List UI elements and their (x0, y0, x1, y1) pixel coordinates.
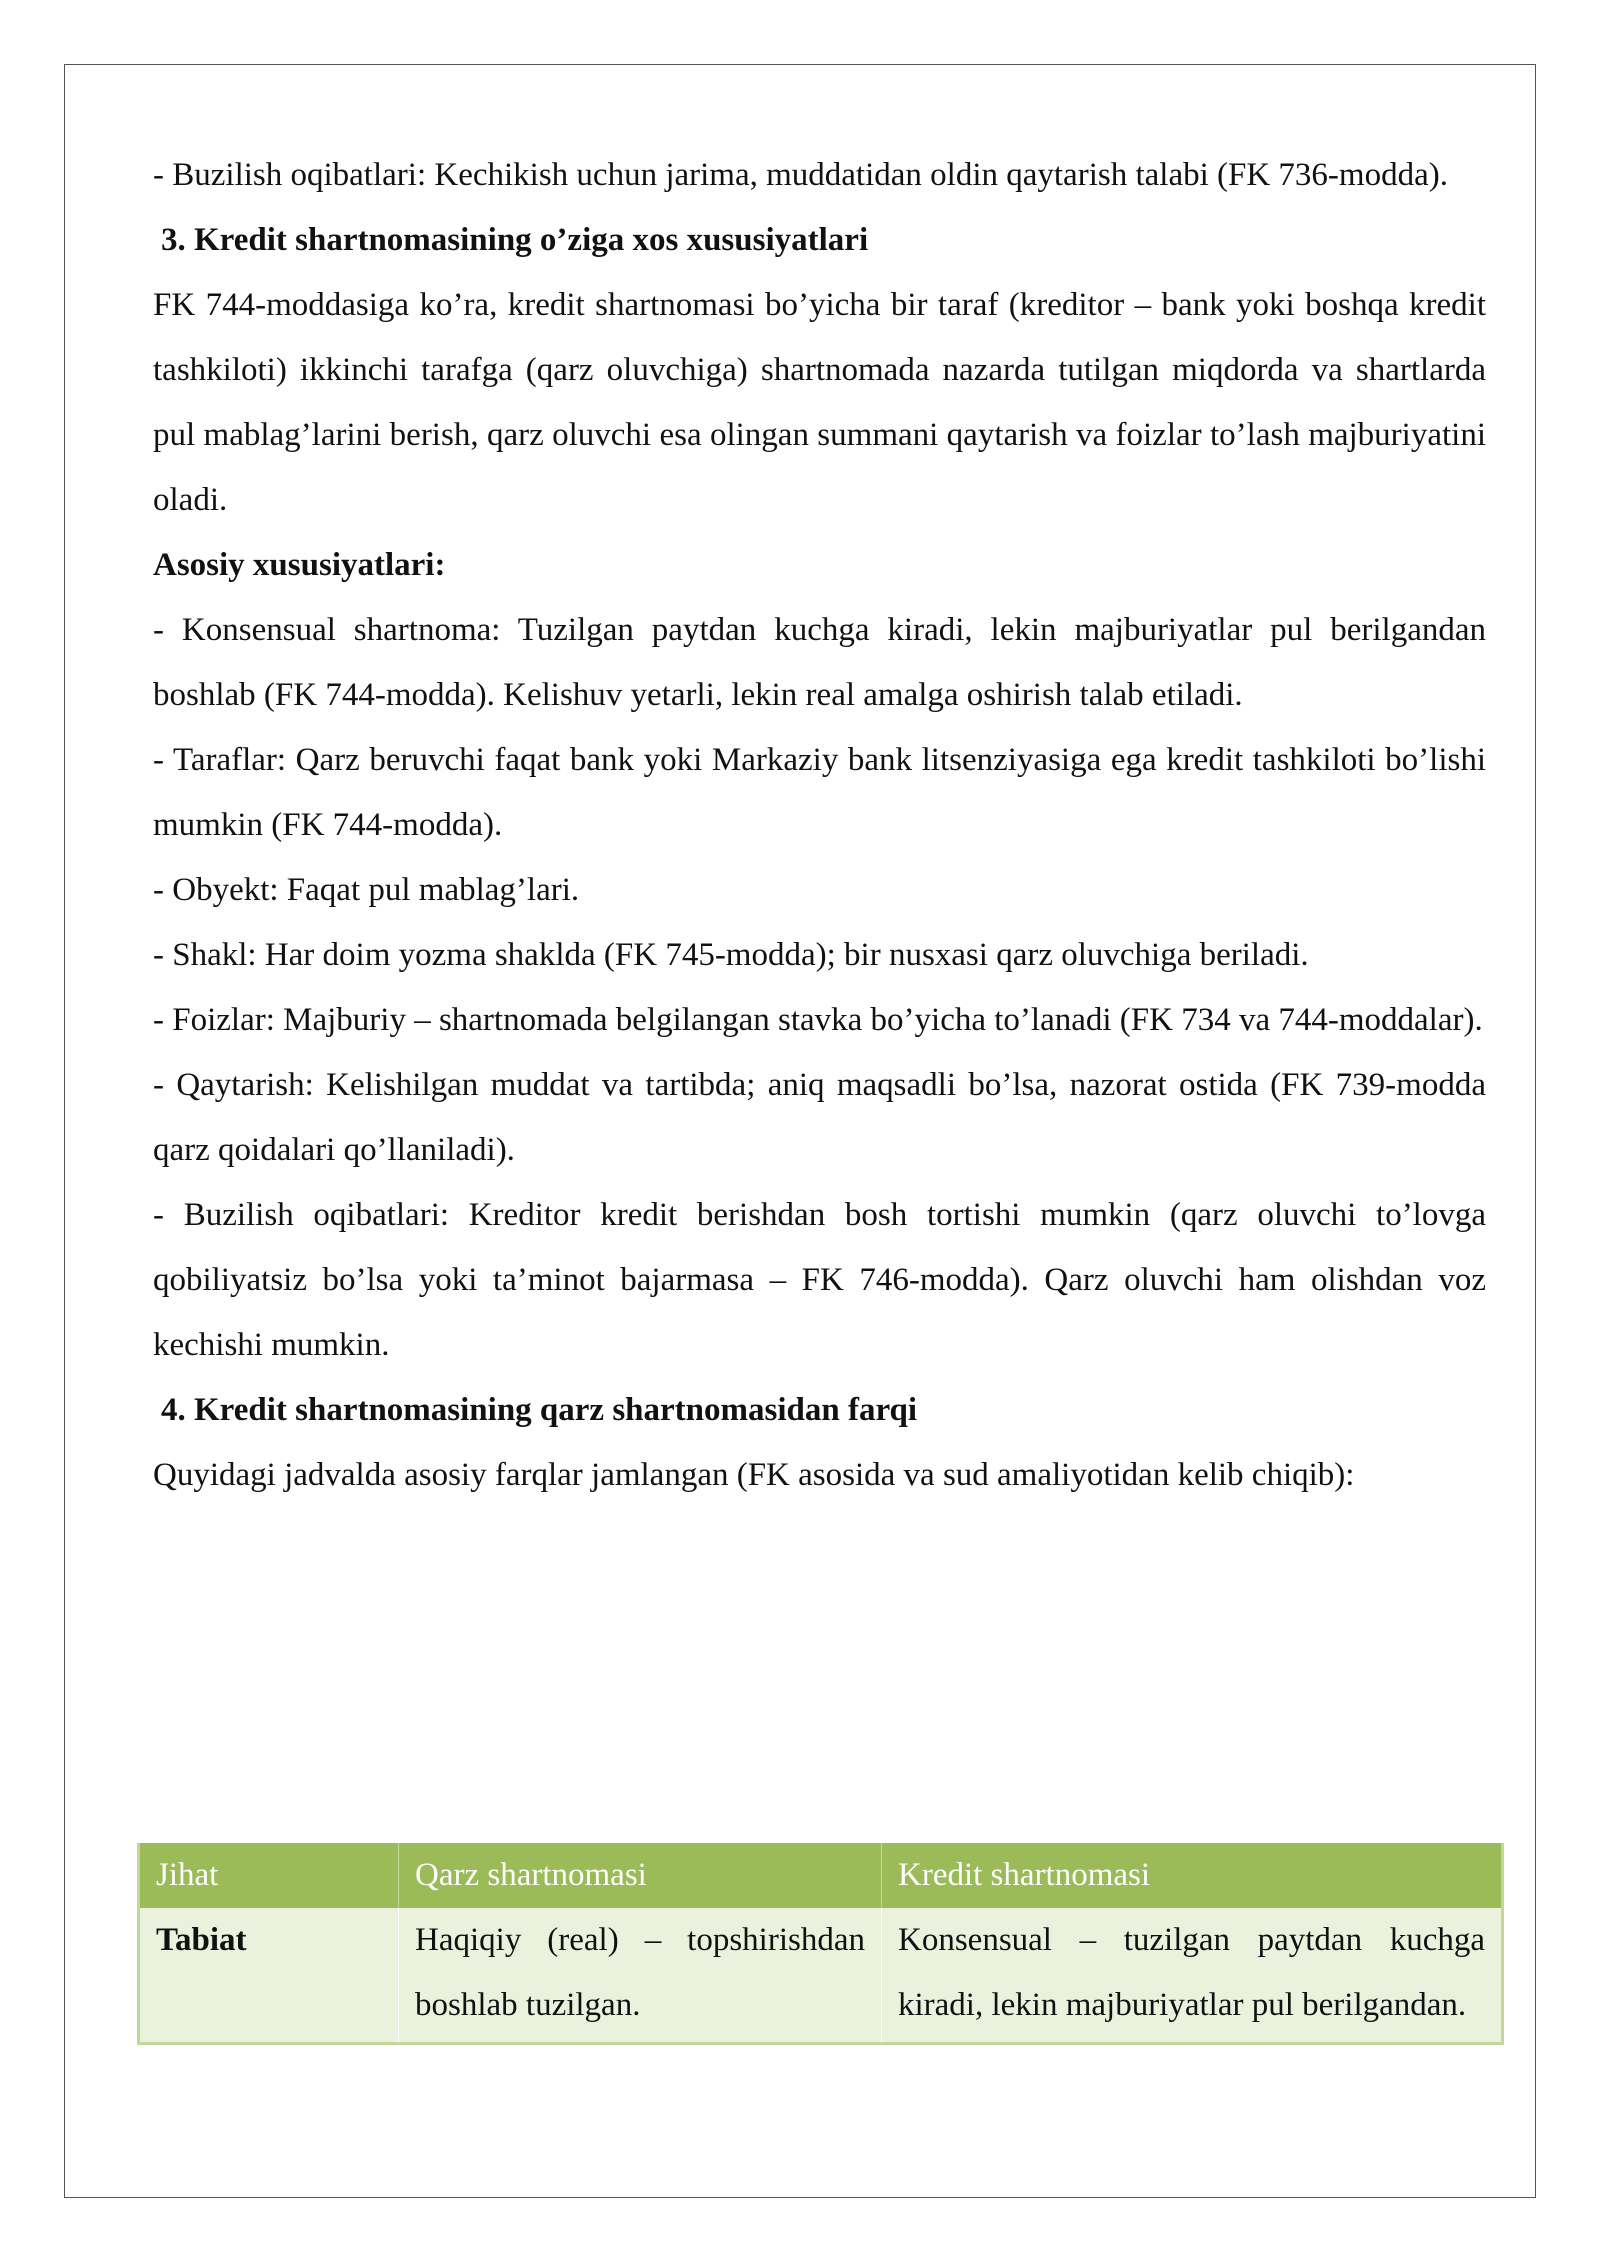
paragraph-buzilish-oqibatlari-2: - Buzilish oqibatlari: Kreditor kredit berishdan bosh tortishi mumkin (qarz oluvchi to’lovga qobiliyatsiz bo’lsa yoki ta’minot bajarmasa – FK 746-modda). Qarz oluvchi ham olishdan voz kechishi mumkin. (153, 1197, 1486, 1363)
table-header-jihat: Jihat (139, 1843, 399, 1908)
table-header-qarz: Qarz shartnomasi (399, 1843, 882, 1908)
paragraph-buzilish-oqibatlari-1: - Buzilish oqibatlari: Kechikish uchun jarima, muddatidan oldin qaytarish talabi (FK 736-modda). (153, 157, 1448, 193)
table-row (139, 1908, 1503, 2044)
paragraph-taraflar: - Taraflar: Qarz beruvchi faqat bank yoki Markaziy bank litsenziyasiga ega kredit tashkiloti bo’lishi mumkin (FK 744-modda). (153, 742, 1486, 843)
paragraph-table-intro: Quyidagi jadvalda asosiy farqlar jamlangan (FK asosida va sud amaliyotidan kelib chiqib): (153, 1457, 1355, 1493)
section-heading-3: 3. Kredit shartnomasining o’ziga xos xususiyatlari (161, 222, 869, 258)
paragraph-shakl: - Shakl: Har doim yozma shaklda (FK 745-modda); bir nusxasi qarz oluvchiga beriladi. (153, 937, 1309, 973)
table-header-row (139, 1843, 1503, 1908)
table-header-kredit: Kredit shartnomasi (882, 1843, 1503, 1908)
paragraph-qaytarish: - Qaytarish: Kelishilgan muddat va tartibda; aniq maqsadli bo’lsa, nazorat ostida (FK 739-modda qarz qoidalari qo’llaniladi). (153, 1067, 1486, 1168)
table-cell: Haqiqiy (real) – topshirishdan boshlab tuzilgan. (399, 1908, 882, 2044)
subheading-asosiy-xususiyatlari: Asosiy xususiyatlari: (153, 547, 446, 583)
comparison-table (137, 1843, 1504, 2045)
paragraph-obyekt: - Obyekt: Faqat pul mablag’lari. (153, 872, 580, 908)
paragraph-foizlar: - Foizlar: Majburiy – shartnomada belgilangan stavka bo’yicha to’lanadi (FK 734 va 744-moddalar). (153, 1002, 1483, 1038)
document-body (153, 143, 1486, 1508)
table-cell: Konsensual – tuzilgan paytdan kuchga kiradi, lekin majburiyatlar pul berilgandan. (882, 1908, 1503, 2044)
table-cell: Tabiat (139, 1908, 399, 2044)
paragraph-definition: FK 744-moddasiga ko’ra, kredit shartnomasi bo’yicha bir taraf (kreditor – bank yoki boshqa kredit tashkiloti) ikkinchi tarafga (qarz oluvchiga) shartnomada nazarda tutilgan miqdorda va shartlarda pul mablag’larini berish, qarz oluvchi esa olingan summani qaytarish va foizlar to’lash majburiyatini oladi. (153, 287, 1486, 518)
paragraph-konsensual: - Konsensual shartnoma: Tuzilgan paytdan kuchga kiradi, lekin majburiyatlar pul berilgandan boshlab (FK 744-modda). Kelishuv yetarli, lekin real amalga oshirish talab etiladi. (153, 612, 1486, 713)
section-heading-4: 4. Kredit shartnomasining qarz shartnomasidan farqi (161, 1392, 918, 1428)
